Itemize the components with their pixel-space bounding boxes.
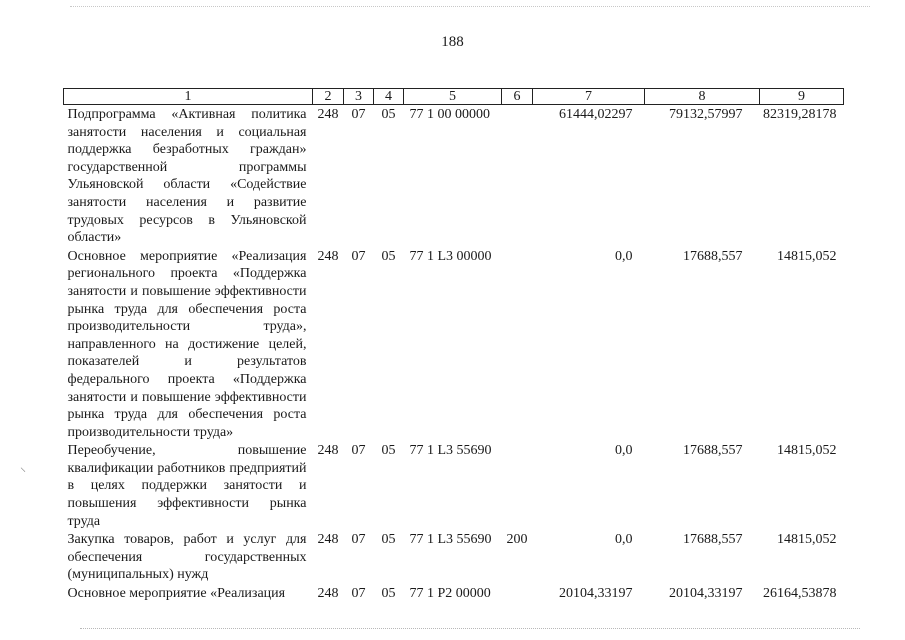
code-section: 07 (351, 532, 366, 548)
code-subsection: 05 (381, 586, 396, 602)
table-row (64, 247, 844, 442)
amount-col-8: 17688,557 (683, 532, 743, 548)
amount-col-9: 82319,28178 (763, 107, 837, 122)
table-header-row (64, 89, 844, 105)
code-target-article: 77 1 P2 00000 (409, 586, 491, 602)
code-target-article: 77 1 L3 55690 (409, 532, 492, 548)
code-section: 07 (351, 248, 366, 264)
amount-col-8: 79132,57997 (669, 107, 743, 122)
code-expense-type: 200 (506, 532, 528, 548)
row-description: Переобучение, повышение квалификации работников предприятий в целях поддержки занятости и повышения эффективности рынка труда (67, 443, 307, 529)
code-section: 07 (351, 586, 366, 602)
amount-col-9: 14815,052 (777, 443, 837, 459)
code-ministry: 248 (317, 248, 339, 264)
code-ministry: 248 (317, 586, 339, 602)
amount-col-9: 14815,052 (777, 532, 837, 548)
table-row (64, 584, 844, 603)
code-ministry: 248 (317, 443, 339, 459)
budget-table (63, 88, 844, 603)
amount-col-7: 20104,33197 (559, 586, 633, 602)
code-ministry: 248 (317, 107, 339, 122)
amount-col-9: 26164,53878 (763, 586, 837, 602)
code-expense-type (502, 105, 533, 247)
column-header-9: 9 (760, 89, 844, 105)
row-description: Основное мероприятие «Реализация регионального проекта «Поддержка занятости и повышение эффективности рынка труда для обеспечения роста производительности труда», направленного на достижение целей, показателей и результатов федерального проекта «Поддержка занятости и повышение эффективности рынка труда для обеспечения роста производительности труда» (67, 248, 307, 440)
code-subsection: 05 (381, 443, 396, 459)
code-target-article: 77 1 L3 55690 (409, 443, 492, 459)
column-header-2: 2 (313, 89, 344, 105)
amount-col-7: 61444,02297 (559, 107, 633, 122)
page-number: 188 (441, 34, 464, 50)
column-header-7: 7 (533, 89, 645, 105)
code-target-article: 77 1 L3 00000 (409, 248, 492, 264)
scan-artifact-top (70, 6, 870, 7)
code-expense-type (502, 441, 533, 530)
code-subsection: 05 (381, 107, 396, 122)
amount-col-8: 17688,557 (683, 248, 743, 264)
table-row (64, 441, 844, 530)
budget-table-body (64, 89, 844, 603)
amount-col-8: 20104,33197 (669, 586, 743, 602)
table-row (64, 530, 844, 584)
table-row (64, 105, 844, 247)
amount-col-8: 17688,557 (683, 443, 743, 459)
column-header-4: 4 (374, 89, 404, 105)
amount-col-7: 0,0 (615, 443, 633, 459)
scan-mark: ⸜ (20, 460, 27, 474)
code-section: 07 (351, 443, 366, 459)
column-header-3: 3 (344, 89, 374, 105)
scan-artifact-bottom (80, 628, 860, 629)
amount-col-9: 14815,052 (777, 248, 837, 264)
row-description: Подпрограмма «Активная политика занятости населения и социальная поддержка безработных граждан» государственной программы Ульяновской области «Содействие занятости населения и развитие трудовых ресурсов в Ульяновской области» (67, 107, 307, 246)
amount-col-7: 0,0 (615, 532, 633, 548)
code-subsection: 05 (381, 248, 396, 264)
code-target-article: 77 1 00 00000 (409, 107, 490, 122)
row-description: Закупка товаров, работ и услуг для обеспечения государственных (муниципальных) нужд (67, 532, 307, 583)
code-ministry: 248 (317, 532, 339, 548)
code-subsection: 05 (381, 532, 396, 548)
column-header-5: 5 (404, 89, 502, 105)
code-expense-type (502, 247, 533, 442)
row-description: Основное мероприятие «Реализация (67, 586, 286, 602)
column-header-8: 8 (645, 89, 760, 105)
code-expense-type (502, 584, 533, 603)
column-header-1: 1 (64, 89, 313, 105)
amount-col-7: 0,0 (615, 248, 633, 264)
column-header-6: 6 (502, 89, 533, 105)
code-section: 07 (351, 107, 366, 122)
